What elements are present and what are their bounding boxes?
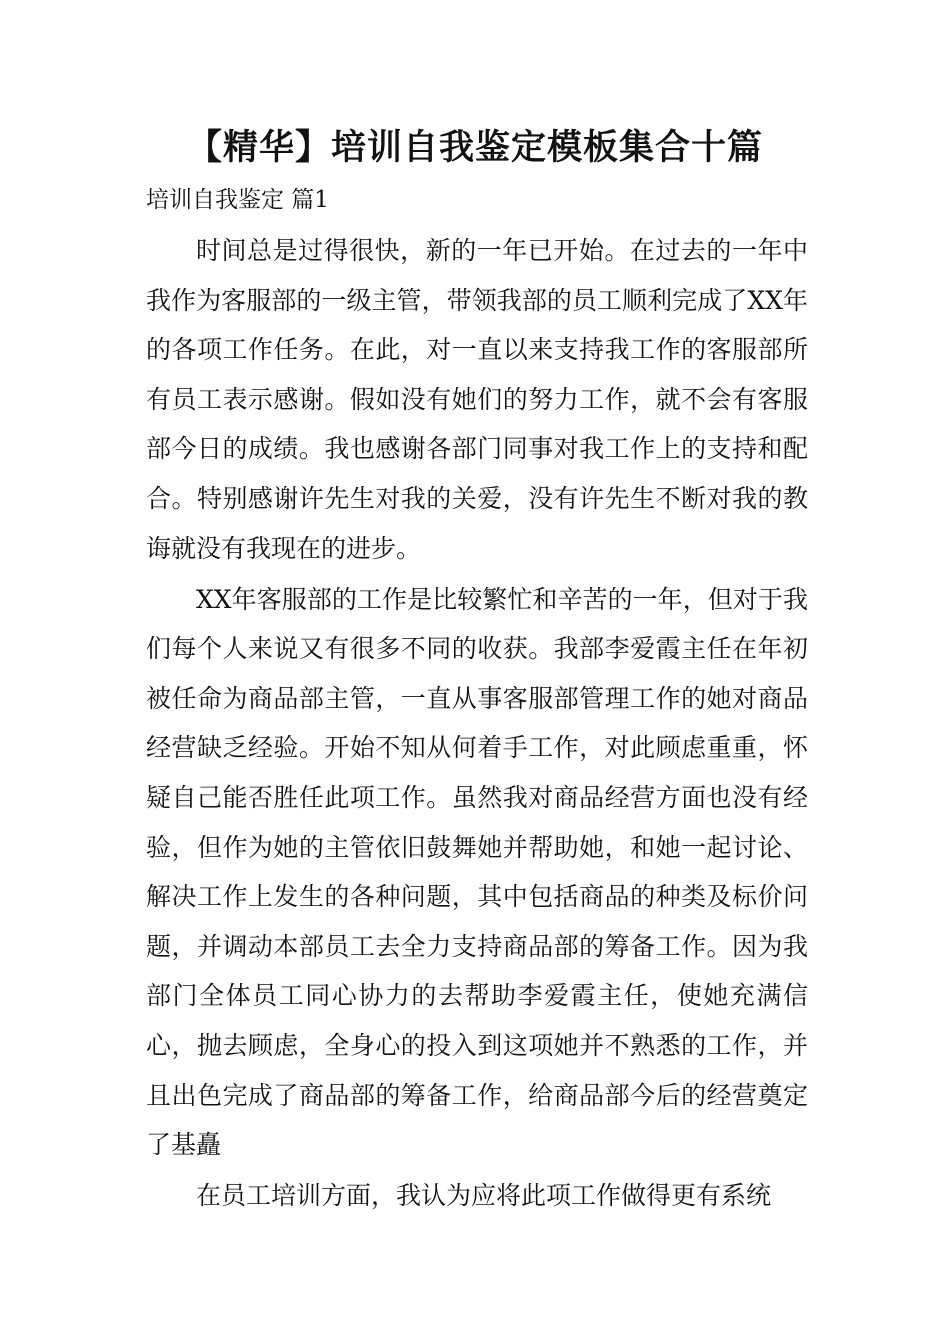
paragraph-3: 在员工培训方面，我认为应将此项工作做得更有系统 (196, 1181, 772, 1211)
document-title: 【精华】培训自我鉴定模板集合十篇 (186, 128, 763, 168)
paragraph-2: XX年客服部的工作是比较繁忙和辛苦的一年，但对于我们每个人来说又有很多不同的收获。我部李爱霞主任在年初被任命为商品部主管，一直从事客服部管理工作的她对商品经营缺乏经验。开始不知从何着手工作，对此顾虑重重，怀疑自己能否胜任此项工作。虽然我对商品经营方面也没有经验，但作为她的主管依旧鼓舞她并帮助她，和她一起讨论、解决工作上发生的各种问题，其中包括商品的种类及标价问题，并调动本部员工去全力支持商品部的筹备工作。因为我部门全体员工同心协力的去帮助李爱霞主任，使她充满信心，抛去顾虑，全身心的投入到这项她并不熟悉的工作，并且出色完成了商品部的筹备工作，给商品部今后的经营奠定了基矗 (146, 584, 808, 1160)
paragraph-1: 时间总是过得很快，新的一年已开始。在过去的一年中我作为客服部的一级主管，带领我部的员工顺利完成了XX年的各项工作任务。在此，对一直以来支持我工作的客服部所有员工表示感谢。假如没有她们的努力工作，就不会有客服部今日的成绩。我也感谢各部门同事对我工作上的支持和配合。特别感谢许先生对我的关爱，没有许先生不断对我的教诲就没有我现在的进步。 (146, 236, 808, 563)
document-body (146, 226, 808, 1222)
section-heading: 培训自我鉴定 篇1 (146, 187, 329, 213)
